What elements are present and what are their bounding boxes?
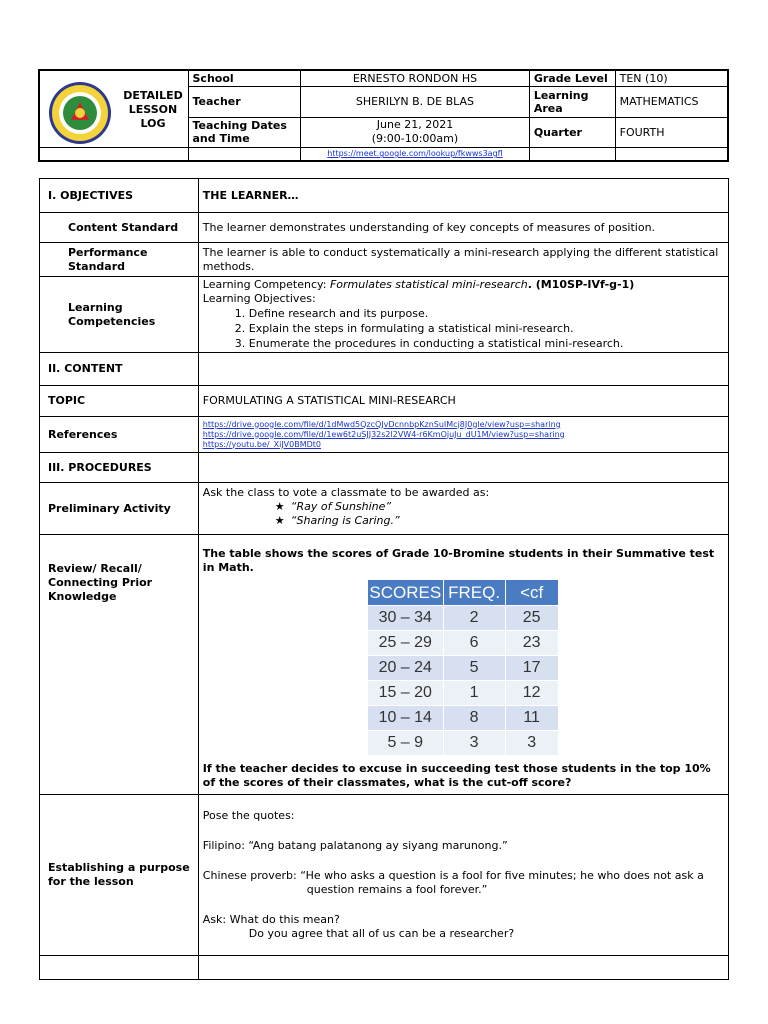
review-label: Review/ Recall/ Connecting Prior Knowledge <box>40 535 199 795</box>
table-cell: 20 – 24 <box>367 656 443 681</box>
performance-standard-label: Performance Standard <box>40 243 199 277</box>
review-intro: The table shows the scores of Grade 10-Bromine students in their Summative test in Math. <box>202 547 715 574</box>
table-cell: 5 <box>443 656 505 681</box>
scores-table <box>367 579 559 756</box>
table-cell: 23 <box>505 631 558 656</box>
performance-standard-text: The learner is able to conduct systematically a mini-research applying the different statistical methods. <box>198 243 728 277</box>
competency-line: Learning Competency: Formulates statistical mini-research. (M10SP-IVf-g-1) <box>202 278 635 291</box>
content-standard-label: Content Standard <box>40 213 199 243</box>
table-cell: 12 <box>505 681 558 706</box>
ask-line1: Ask: What do this mean? <box>202 913 340 926</box>
school-label: School <box>188 70 301 86</box>
ask-line2: Do you agree that all of us can be a researcher? <box>248 927 515 940</box>
star-bullet-icon: ★ <box>274 500 285 513</box>
table-cell: 2 <box>443 606 505 631</box>
learning-area-label: Learning Area <box>529 86 615 117</box>
logo-title-cell <box>39 70 188 148</box>
list-item: 3. Enumerate the procedures in conducting a statistical mini-research. <box>249 336 724 351</box>
table-cell: 25 – 29 <box>367 631 443 656</box>
teacher-label: Teacher <box>188 86 301 117</box>
table-cell: 10 – 14 <box>367 706 443 731</box>
table-cell: 6 <box>443 631 505 656</box>
empty-cell <box>529 148 615 161</box>
header-table <box>38 69 729 162</box>
table-cell: 30 – 34 <box>367 606 443 631</box>
preliminary-intro: Ask the class to vote a classmate to be awarded as: <box>202 486 490 499</box>
table-cell: 5 – 9 <box>367 731 443 756</box>
grade-level-value: TEN (10) <box>615 70 728 86</box>
review-question: If the teacher decides to excuse in succeeding test those students in the top 10% of the scores of their classmates, what is the cut-off score? <box>202 762 711 789</box>
learning-area-value: MATHEMATICS <box>615 86 728 117</box>
chinese-proverb-line1: Chinese proverb: “He who asks a question is a fool for five minutes; he who does not ask a <box>202 869 704 882</box>
lesson-body-table <box>39 178 729 980</box>
meet-link[interactable]: https://meet.google.com/lookup/fkwws3agfl <box>327 149 503 159</box>
content-label: II. CONTENT <box>40 353 199 386</box>
chinese-proverb-line2: question remains a fool forever.” <box>306 883 488 896</box>
table-cell: 25 <box>505 606 558 631</box>
table-cell: 15 – 20 <box>367 681 443 706</box>
learning-competencies-label: Learning Competencies <box>40 277 199 353</box>
list-item: ★ “Ray of Sunshine” <box>274 500 392 513</box>
column-header: <cf <box>505 580 558 606</box>
quarter-label: Quarter <box>529 117 615 148</box>
column-header: SCORES <box>367 580 443 606</box>
objectives-value: THE LEARNER… <box>198 179 728 213</box>
column-header: FREQ. <box>443 580 505 606</box>
filipino-quote: Filipino: “Ang batang palatanong ay siyang marunong.” <box>202 839 508 852</box>
table-cell: 3 <box>443 731 505 756</box>
empty-cell <box>40 956 199 980</box>
quarter-value: FOURTH <box>615 117 728 148</box>
empty-cell <box>188 148 301 161</box>
learning-competencies-content <box>198 277 728 353</box>
topic-label: TOPIC <box>40 386 199 417</box>
topic-value: FORMULATING A STATISTICAL MINI-RESEARCH <box>198 386 728 417</box>
references-links <box>198 417 728 453</box>
table-cell: 8 <box>443 706 505 731</box>
grade-level-label: Grade Level <box>529 70 615 86</box>
table-cell: 1 <box>443 681 505 706</box>
lesson-log-title: DETAILED LESSON LOG <box>123 89 183 130</box>
teaching-dates-label: Teaching Dates and Time <box>188 117 301 148</box>
table-cell: 17 <box>505 656 558 681</box>
pose-quotes: Pose the quotes: <box>202 809 295 822</box>
empty-cell <box>615 148 728 161</box>
table-cell: 11 <box>505 706 558 731</box>
procedures-label: III. PROCEDURES <box>40 453 199 483</box>
star-bullet-icon: ★ <box>274 514 285 527</box>
procedures-value <box>198 453 728 483</box>
school-value: ERNESTO RONDON HS <box>301 70 530 86</box>
meet-link-cell <box>301 148 530 161</box>
table-cell: 3 <box>505 731 558 756</box>
preliminary-activity-content <box>198 483 728 535</box>
list-item: ★ “Sharing is Caring.” <box>274 514 400 527</box>
objectives-label: I. OBJECTIVES <box>40 179 199 213</box>
reference-link[interactable]: https://drive.google.com/file/d/1ew6t2uSJJ32s2l2VW4-r6KmOjuJu_dU1M/view?usp=sharing <box>202 429 565 439</box>
objectives-list <box>203 306 724 351</box>
review-content <box>198 535 728 795</box>
reference-link[interactable]: https://youtu.be/_XiJV0BMDt0 <box>202 439 322 449</box>
teaching-dates-value: June 21, 2021 (9:00-10:00am) <box>301 117 530 148</box>
preliminary-activity-label: Preliminary Activity <box>40 483 199 535</box>
empty-cell <box>198 956 728 980</box>
reference-link[interactable]: https://drive.google.com/file/d/1dMwd5QzcQJvDcnnbpKznSuIMcj8J0gle/view?usp=sharing <box>202 419 561 429</box>
teacher-value: SHERILYN B. DE BLAS <box>301 86 530 117</box>
content-standard-text: The learner demonstrates understanding of key concepts of measures of position. <box>198 213 728 243</box>
list-item: 2. Explain the steps in formulating a statistical mini-research. <box>249 321 724 336</box>
list-item: 1. Define research and its purpose. <box>249 306 724 321</box>
content-value <box>198 353 728 386</box>
purpose-label: Establishing a purpose for the lesson <box>40 795 199 956</box>
empty-cell <box>39 148 188 161</box>
objectives-title: Learning Objectives: <box>202 292 316 305</box>
references-label: References <box>40 417 199 453</box>
deped-seal-icon <box>47 80 113 146</box>
purpose-content <box>198 795 728 956</box>
